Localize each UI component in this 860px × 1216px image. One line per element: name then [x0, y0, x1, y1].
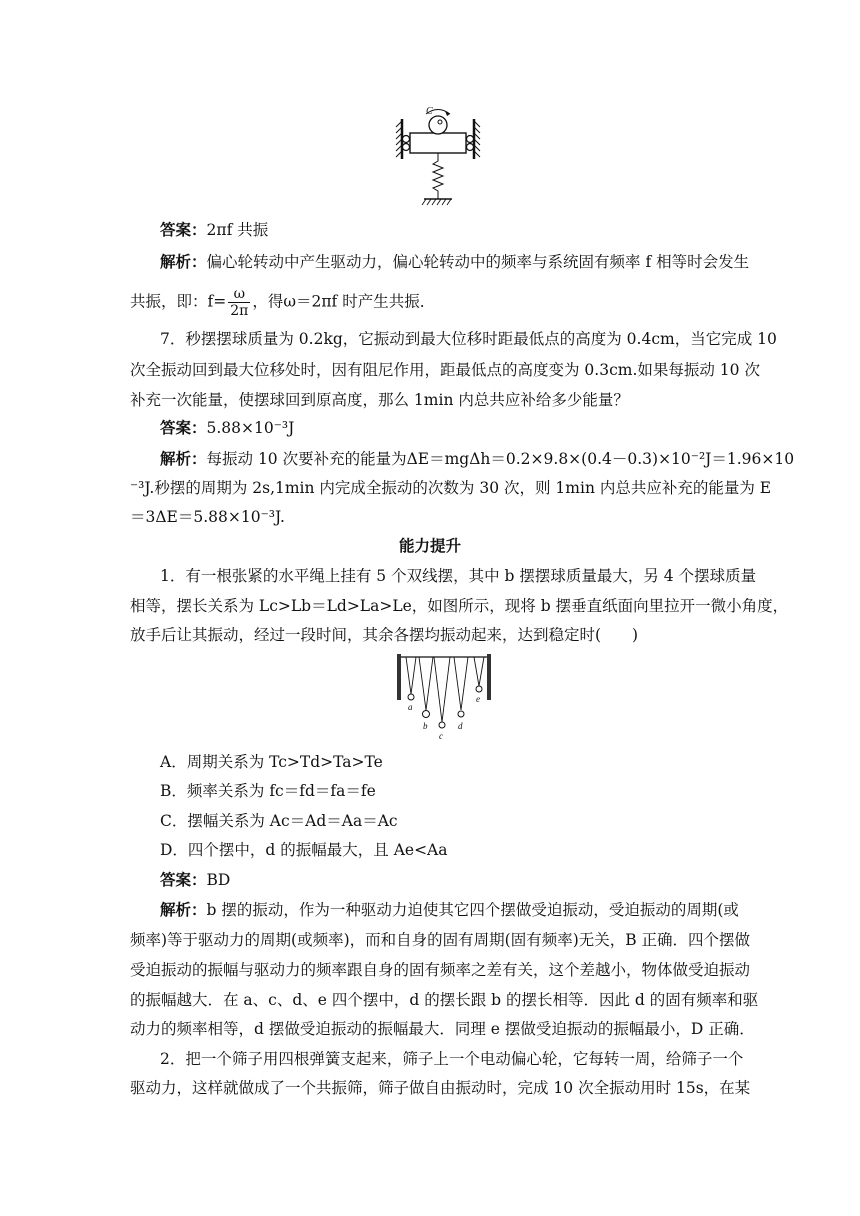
- answer-value: BD: [206, 871, 231, 889]
- analysis-label: 解析：: [160, 449, 207, 468]
- q7-analysis-line-3: ＝3ΔE＝5.88×10⁻³J.: [130, 508, 285, 526]
- q1-analysis-line-2: 频率)等于驱动力的周期(或频率)，而和自身的固有周期(固有频率)无关，B 正确．四个摆做: [130, 931, 751, 949]
- prev-analysis-line-2: [130, 286, 740, 319]
- analysis-label: 解析：: [160, 900, 207, 919]
- q7-line-3: 补充一次能量，使摆球回到原高度，那么 1min 内总共应补给多少能量？: [130, 391, 629, 409]
- figure-label-e: e: [476, 694, 480, 704]
- q1-analysis-line-4: 的振幅越大．在 a、c、d、e 四个摆中，d 的摆长跟 b 的摆长相等．因此 d 的固有频率和驱: [130, 991, 759, 1009]
- q1-answer: [160, 870, 770, 890]
- eccentric-wheel-figure: [388, 105, 488, 210]
- analysis-text: 每振动 10 次要补充的能量为ΔE＝mgΔh＝0.2×9.8×(0.4－0.3)×10⁻²J＝1.96×10: [206, 450, 795, 468]
- analysis-text: 共振，即：f=: [130, 292, 227, 311]
- section-title: 能力提升: [398, 536, 461, 555]
- figure-label-b: b: [423, 721, 428, 731]
- analysis-label: 解析：: [160, 252, 207, 271]
- figure-label-d: d: [458, 721, 463, 731]
- analysis-text: ，得ω＝2πf 时产生共振．: [252, 292, 436, 311]
- q2-line-2: 驱动力，这样就做成了一个共振筛，筛子做自由振动时，完成 10 次全振动用时 15s，在某: [130, 1079, 751, 1097]
- figure-label-a: a: [408, 702, 413, 712]
- q1-option-c: C．摆幅关系为 Ac＝Ad＝Aa＝Ac: [160, 812, 398, 830]
- prev-analysis-line-1: [160, 252, 770, 272]
- q1-analysis-line-5: 动力的频率相等，d 摆做受迫振动的振幅最大．同理 e 摆做受迫振动的振幅最小，D 正确．: [130, 1020, 755, 1038]
- q7-answer: [160, 418, 770, 438]
- figure-label-c: C: [426, 106, 433, 117]
- q1-analysis-line-3: 受迫振动的振幅与驱动力的频率跟自身的固有频率之差有关，这个差越小，物体做受迫振动: [130, 961, 751, 979]
- analysis-text: b 摆的振动，作为一种驱动力迫使其它四个摆做受迫振动，受迫振动的周期(或: [206, 901, 739, 919]
- answer-label: 答案：: [160, 220, 207, 239]
- q1-option-a: A．周期关系为 Tc>Td>Ta>Te: [160, 753, 383, 771]
- q7-analysis-line-1: [160, 449, 795, 469]
- fraction-denominator: 2π: [230, 303, 249, 319]
- answer-value: 5.88×10⁻³J: [206, 419, 295, 437]
- answer-value: 2πf 共振: [206, 221, 269, 239]
- q1-option-b: B．频率关系为 fc＝fd＝fa＝fe: [160, 782, 376, 800]
- q1-line-2: 相等，摆长关系为 Lc>Lb＝Ld>La>Le，如图所示，现将 b 摆垂直纸面向里拉开一微小角度，: [130, 597, 789, 615]
- answer-label: 答案：: [160, 870, 207, 889]
- q1-analysis-line-1: [160, 900, 770, 920]
- fraction: [228, 286, 250, 319]
- q2-line-1: 2．把一个筛子用四根弹簧支起来，筛子上一个电动偏心轮，它每转一周，给筛子一个: [160, 1050, 744, 1068]
- pendulum-figure: [394, 652, 494, 744]
- prev-answer: [160, 220, 770, 240]
- analysis-text: 偏心轮转动中产生驱动力，偏心轮转动中的频率与系统固有频率 f 相等时会发生: [206, 253, 750, 271]
- figure-label-c: c: [439, 731, 443, 741]
- fraction-numerator: ω: [228, 286, 250, 303]
- q7-analysis-line-2: ⁻³J.秒摆的周期为 2s,1min 内完成全振动的次数为 30 次，则 1min 内总共应补充的能量为 E: [130, 479, 772, 497]
- q1-option-d: D．四个摆中，d 的振幅最大，且 Ae<Aa: [160, 841, 448, 859]
- answer-label: 答案：: [160, 418, 207, 437]
- q7-line-2: 次全振动回到最大位移处时，因有阻尼作用，距最低点的高度变为 0.3cm.如果每振动 10 次: [130, 361, 760, 379]
- q7-line-1: 7．秒摆摆球质量为 0.2kg，它振动到最大位移时距最低点的高度为 0.4cm，当它完成 10: [160, 330, 777, 348]
- q1-line-3: 放手后让其振动，经过一段时间，其余各摆均振动起来，达到稳定时( ): [130, 626, 639, 644]
- q1-line-1: 1．有一根张紧的水平绳上挂有 5 个双线摆，其中 b 摆摆球质量最大，另 4 个摆球质量: [160, 567, 757, 585]
